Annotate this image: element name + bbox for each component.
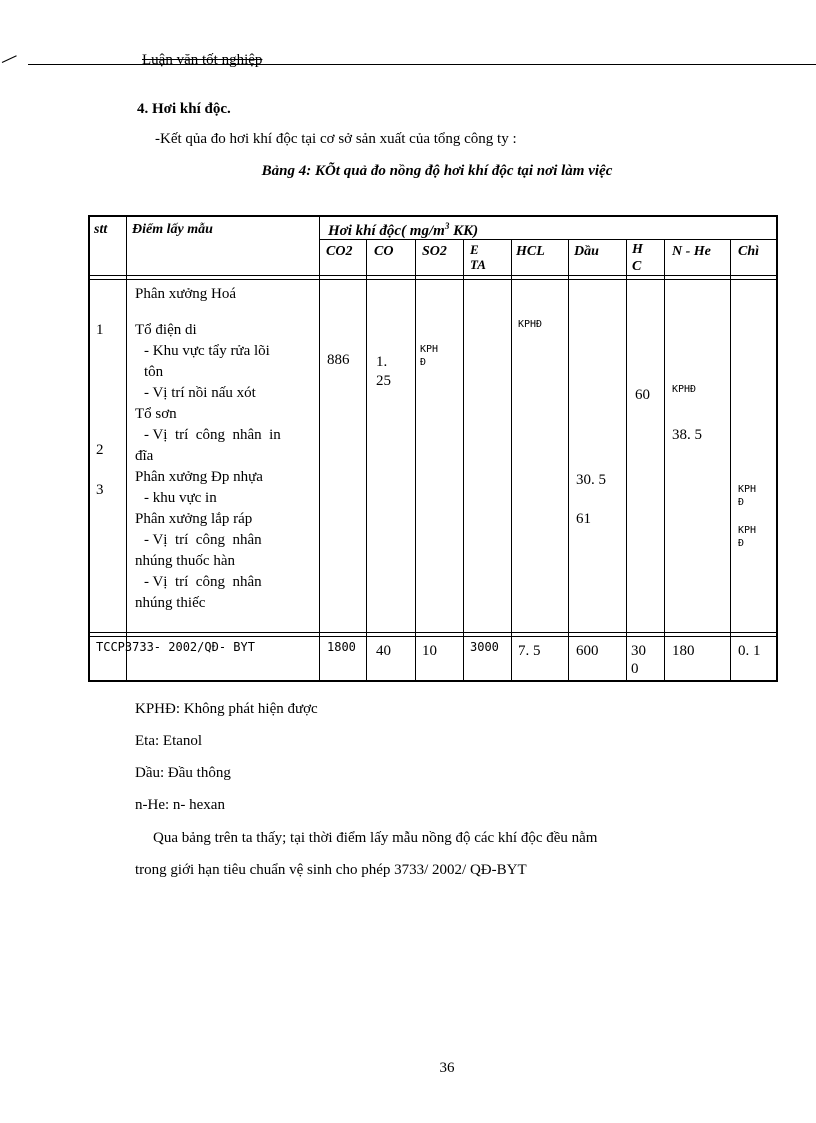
value-so2-line1: KPH [420, 344, 439, 355]
standard-so2: 10 [422, 643, 437, 659]
page-number: 36 [439, 1060, 455, 1076]
point-solder-dip-cont: nhúng thuốc hàn [135, 553, 235, 569]
header-gas-group-text: Hơi khí độc( mg/m [328, 223, 445, 239]
header-co2: CO2 [326, 244, 353, 259]
standard-hcl: 7. 5 [518, 643, 541, 659]
stt-2: 2 [96, 442, 104, 458]
header-chi: Chì [738, 244, 760, 259]
value-hc: 60 [635, 387, 650, 403]
header-hc-line2: C [632, 259, 642, 274]
section-title: 4. Hơi khí độc. [137, 101, 231, 117]
point-tin-dip: - Vị trí công nhân [144, 574, 262, 590]
point-printing-area: - khu vực in [144, 490, 217, 506]
point-solder-dip: - Vị trí công nhân [144, 532, 262, 548]
header-gas-group-superscript: 3 [444, 221, 450, 231]
standard-chi: 0. 1 [738, 643, 761, 659]
value-chi-b-line2: Đ [738, 538, 745, 549]
header-hc-line1: H [632, 242, 643, 257]
point-core-cleaning-cont: tôn [144, 364, 164, 380]
header-eta-line2: TA [470, 257, 486, 272]
legend-dau: Dầu: Đầu thông [135, 765, 231, 781]
value-co-line2: 25 [376, 373, 391, 389]
point-chem-workshop: Phân xưởng Hoá [135, 286, 237, 302]
standard-hc-line1: 30 [631, 643, 646, 659]
point-assembly-workshop: Phân xưởng lắp ráp [135, 511, 253, 527]
value-nhe-line1: KPHĐ [672, 384, 697, 395]
stt-1: 1 [96, 322, 104, 338]
point-boiler: - Vị trí nồi nấu xót [144, 385, 256, 401]
value-chi-a-line2: Đ [738, 497, 745, 508]
point-electrophoresis: Tổ điện di [135, 322, 197, 338]
value-co2: 886 [327, 352, 350, 368]
value-chi-a-line1: KPH [738, 484, 757, 495]
header-gas-group-unit: KK) [449, 223, 479, 239]
header-hcl: HCL [516, 244, 545, 259]
point-disc-printing: - Vị trí công nhân in [144, 427, 281, 443]
header-dau: Dầu [574, 244, 599, 259]
standard-co2: 1800 [327, 640, 356, 654]
value-so2-line2: Đ [420, 357, 427, 368]
legend-eta: Eta: Etanol [135, 733, 203, 749]
value-dau-line1: 30. 5 [576, 472, 606, 488]
conclusion-line1: Qua bảng trên ta thấy; tại thời điểm lấy mẫu nồng độ các khí độc đều nằm [153, 830, 598, 846]
header-nhe: N - He [672, 244, 711, 259]
standard-dau: 600 [576, 643, 599, 659]
point-tin-dip-cont: nhúng thiếc [135, 595, 206, 611]
point-disc-printing-cont: đĩa [135, 448, 154, 464]
header-so2: SO2 [422, 244, 447, 259]
legend-kphd: KPHĐ: Không phát hiện được [135, 701, 318, 717]
point-paint-team: Tổ sơn [135, 406, 177, 422]
header-sampling-point: Điểm lấy mẫu [132, 222, 213, 237]
value-co-line1: 1. [376, 354, 388, 370]
point-plastic-workshop: Phân xưởng Đp nhựa [135, 469, 263, 485]
header-rule [28, 64, 816, 65]
table-caption: Bảng 4: KÕt quả đo nồng độ hơi khí độc tại nơi làm việc [261, 163, 613, 179]
legend-nhe: n-He: n- hexan [135, 797, 225, 813]
intro-text: -Kết qủa đo hơi khí độc tại cơ sở sản xuất của tổng công ty : [155, 131, 517, 147]
standard-co: 40 [376, 643, 391, 659]
header-gas-group [328, 221, 478, 240]
header-decoration [2, 55, 17, 63]
standard-label: TCCP3733- 2002/QĐ- BYT [96, 640, 255, 654]
conclusion-line2: trong giới hạn tiêu chuẩn vệ sinh cho phép 3733/ 2002/ QĐ-BYT [135, 862, 527, 878]
standard-eta: 3000 [470, 640, 499, 654]
standard-hc-line2: 0 [631, 661, 639, 677]
value-chi-b-line1: KPH [738, 525, 757, 536]
value-hcl: KPHĐ [518, 319, 543, 330]
header-eta-line1: E [470, 242, 479, 257]
gas-measurement-table [88, 215, 778, 682]
stt-3: 3 [96, 482, 104, 498]
value-dau-line2: 61 [576, 511, 591, 527]
header-co: CO [374, 244, 394, 259]
standard-nhe: 180 [672, 643, 695, 659]
point-core-cleaning: - Khu vực tẩy rửa lõi [144, 343, 270, 359]
header-stt: stt [94, 222, 108, 237]
running-header: Luận văn tốt nghiệp [142, 52, 263, 68]
value-nhe-line2: 38. 5 [672, 427, 702, 443]
